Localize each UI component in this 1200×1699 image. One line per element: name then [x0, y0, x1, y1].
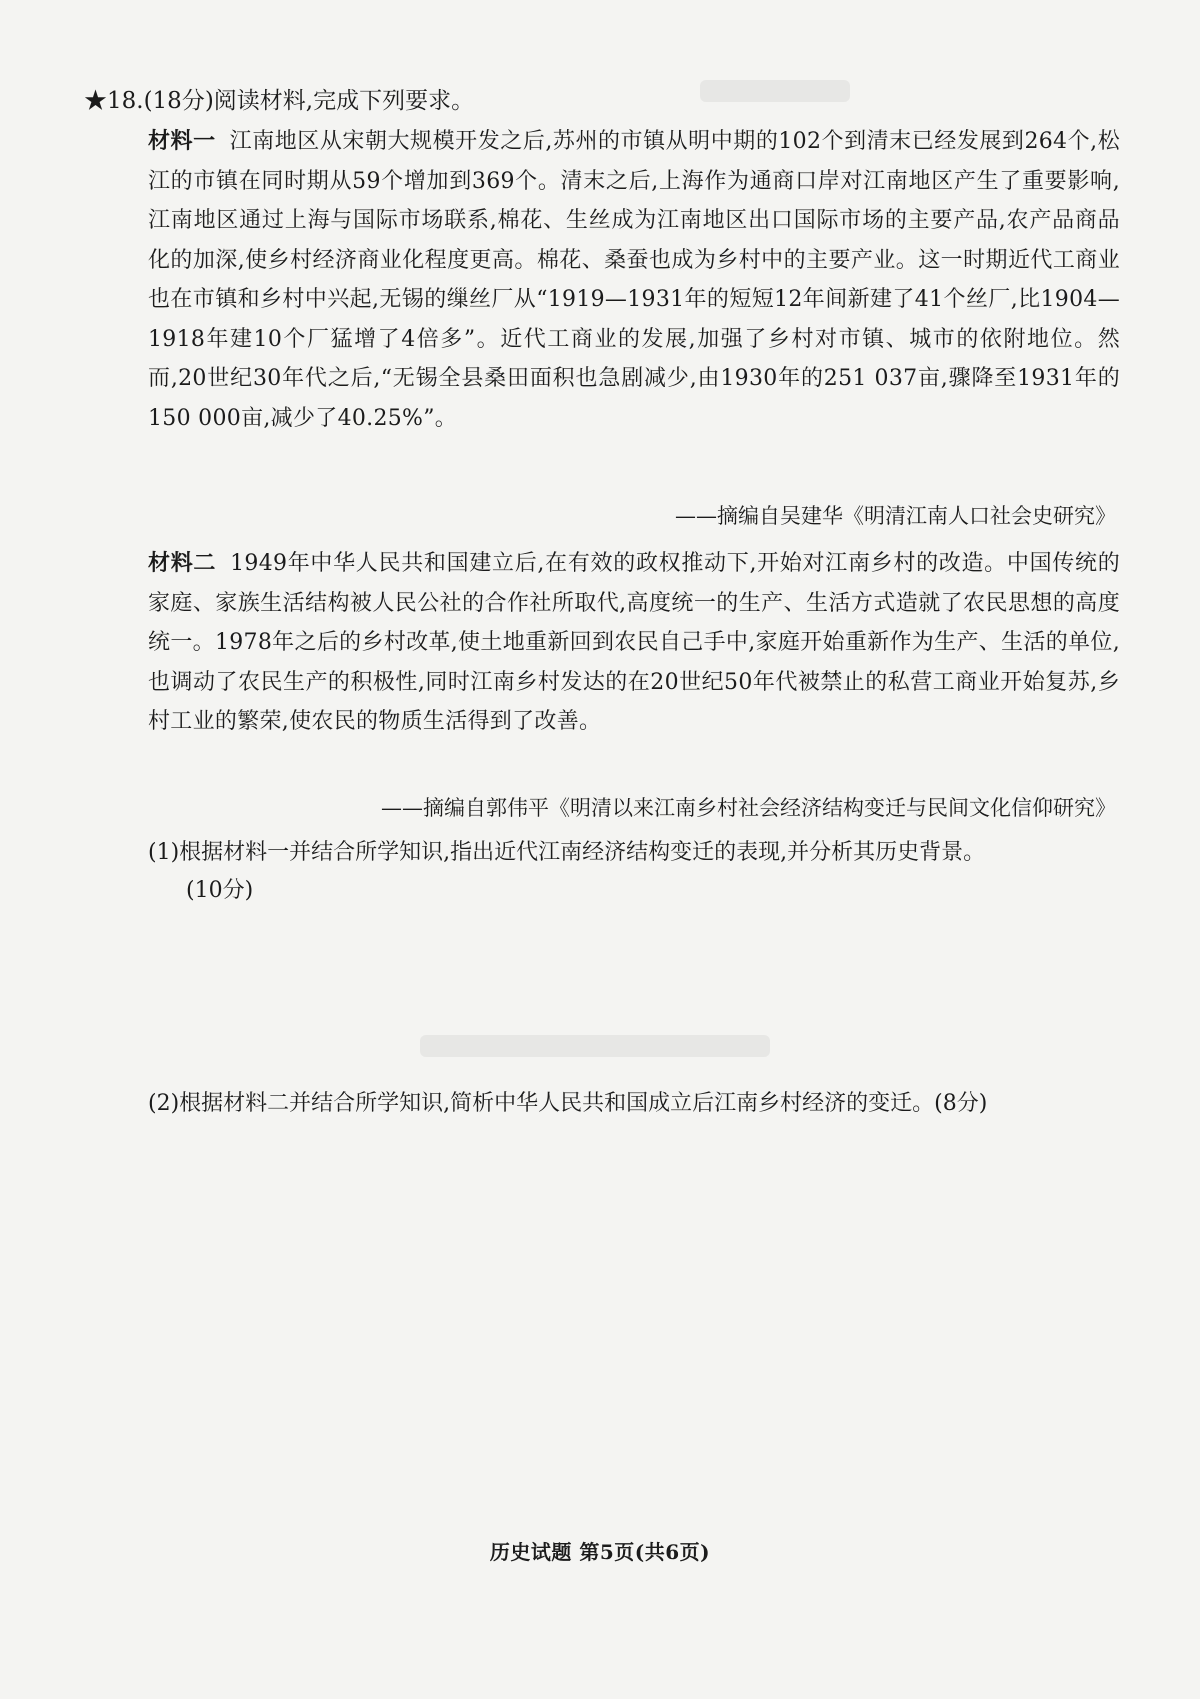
- question-number: 18.: [107, 88, 144, 114]
- sub-question-1-score: (10分): [186, 878, 254, 903]
- sub-question-2: [148, 1085, 1120, 1123]
- material-two-text: 1949年中华人民共和国建立后,在有效的政权推动下,开始对江南乡村的改造。中国传统的家庭、家族生活结构被人民公社的合作社所取代,高度统一的生产、生活方式造就了农民思想的高度统一。1978年之后的乡村改革,使土地重新回到农民自己手中,家庭开始重新作为生产、生活的单位,也调动了农民生产的积极性,同时江南乡村发达的在20世纪50年代被禁止的私营工商业开始复苏,乡村工业的繁荣,使农民的物质生活得到了改善。: [148, 551, 1120, 734]
- material-one-text: 江南地区从宋朝大规模开发之后,苏州的市镇从明中期的102个到清末已经发展到264个,松江的市镇在同时期从59个增加到369个。清末之后,上海作为通商口岸对江南地区产生了重要影响,江南地区通过上海与国际市场联系,棉花、生丝成为江南地区出口国际市场的主要产品,农产品商品化的加深,使乡村经济商业化程度更高。棉花、桑蚕也成为乡村中的主要产业。这一时期近代工商业也在市镇和乡村中兴起,无锡的缫丝厂从“1919—1931年的短短12年间新建了41个丝厂,比1904—1918年建10个厂猛增了4倍多”。近代工商业的发展,加强了乡村对市镇、城市的依附地位。然而,20世纪30年代之后,“无锡全县桑田面积也急剧减少,由1930年的251 037亩,骤降至1931年的150 000亩,减少了40.25%”。: [148, 129, 1120, 431]
- material-one: [148, 122, 1120, 482]
- question-instruction: (18分)阅读材料,完成下列要求。: [143, 88, 475, 114]
- sub-question-2-text: (2)根据材料二并结合所学知识,简析中华人民共和国成立后江南乡村经济的变迁。(8分): [148, 1091, 988, 1116]
- material-two-label: 材料二: [148, 550, 217, 576]
- material-one-source: ——摘编自吴建华《明清江南人口社会史研究》: [675, 504, 1116, 528]
- material-one-label: 材料一: [148, 128, 216, 154]
- question-heading: [84, 84, 474, 118]
- scan-smudge: [420, 1035, 770, 1057]
- star-icon: ★: [84, 88, 107, 114]
- scan-smudge: [700, 80, 850, 102]
- material-two: [148, 544, 1120, 784]
- page-footer: 历史试题 第5页(共6页): [489, 1540, 711, 1564]
- material-two-source: ——摘编自郭伟平《明清以来江南乡村社会经济结构变迁与民间文化信仰研究》: [381, 796, 1116, 820]
- sub-question-1-text: (1)根据材料一并结合所学知识,指出近代江南经济结构变迁的表现,并分析其历史背景。: [148, 840, 986, 865]
- sub-question-1: [148, 834, 1120, 910]
